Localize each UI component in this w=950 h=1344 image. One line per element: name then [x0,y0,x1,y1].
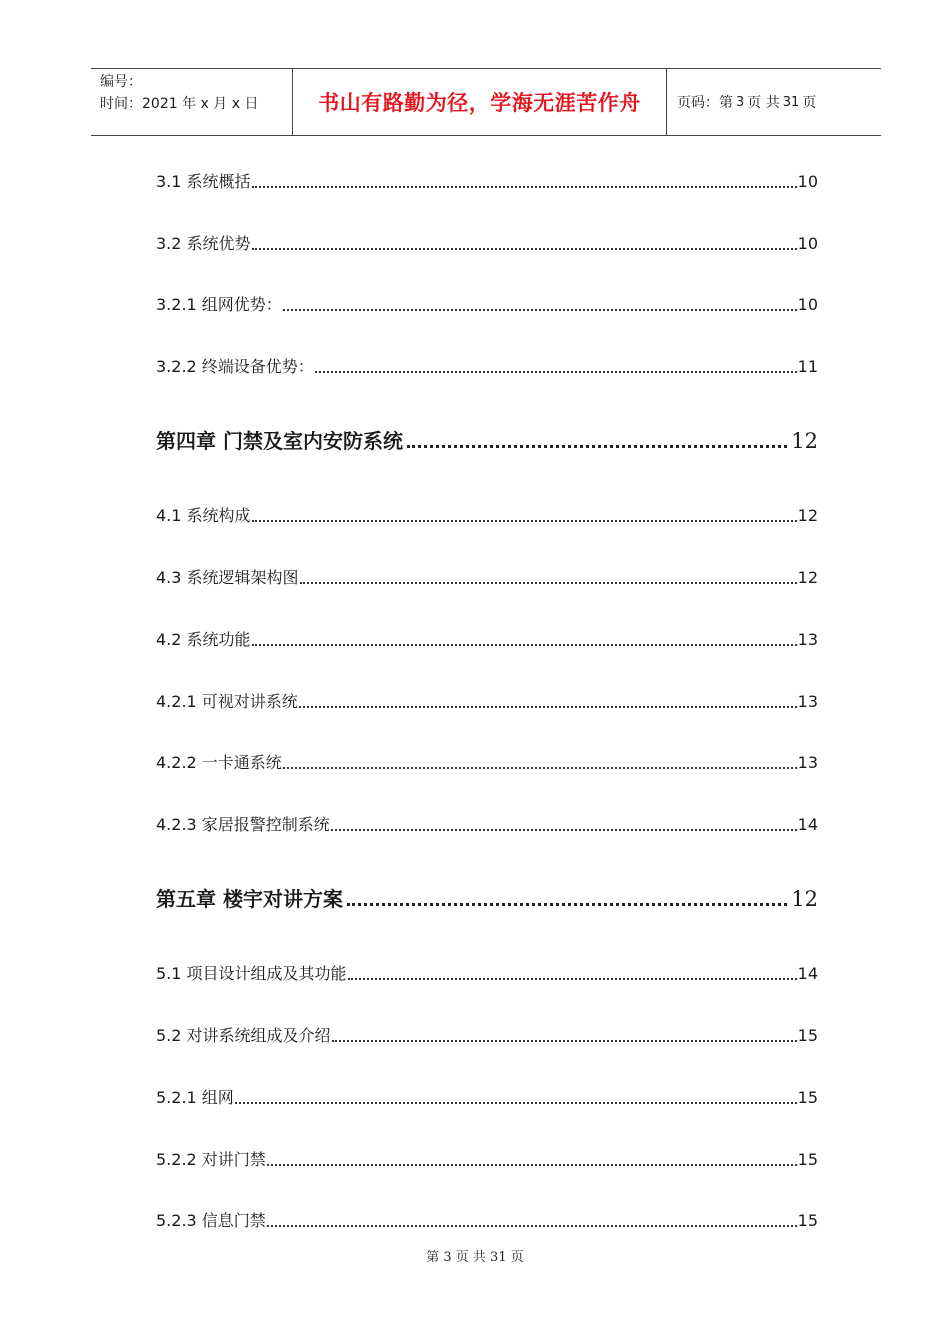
toc-dot-leader [252,643,797,646]
toc-dot-leader [283,308,797,311]
header-page-info [667,69,881,135]
toc-dot-leader [299,705,797,708]
toc-dot-leader [315,370,797,373]
toc-entry[interactable] [156,960,818,986]
toc-entry[interactable] [156,1146,818,1172]
toc-entry-page-number: 15 [797,1026,818,1045]
toc-entry-page-number: 10 [797,295,818,314]
toc-entry-page-number: 14 [797,964,818,983]
toc-entry-label: 5.2.2 对讲门禁 [156,1150,266,1169]
page-prefix: 页码：第 [677,95,733,111]
toc-entry-label: 5.1 项目设计组成及其功能 [156,964,347,983]
toc-entry-label: 4.1 系统构成 [156,506,251,525]
toc-entry[interactable] [156,564,818,590]
toc-entry-page-number: 15 [797,1088,818,1107]
toc-entry[interactable] [156,353,818,379]
toc-entry-page-number: 10 [797,234,818,253]
toc-entry-label: 3.2.1 组网优势： [156,295,282,314]
toc-dot-leader [300,581,797,584]
toc-dot-leader [235,1101,797,1104]
toc-dot-leader [267,1224,797,1227]
toc-dot-leader [252,519,797,522]
header-motto-cell [293,69,667,135]
toc-entry-page-number: 12 [797,506,818,525]
toc-dot-leader [332,1039,797,1042]
toc-entry-page-number: 13 [797,692,818,711]
toc-entry-label: 3.2.2 终端设备优势： [156,357,314,376]
document-number-label: 编号： [100,74,142,90]
toc-entry-label: 5.2 对讲系统组成及介绍 [156,1026,331,1045]
toc-entry[interactable] [156,502,818,528]
toc-entry[interactable] [156,749,818,775]
toc-entry[interactable] [156,291,818,317]
toc-entry-label: 第五章 楼宇对讲方案 [156,887,343,911]
toc-entry[interactable] [156,230,818,256]
toc-entry-page-number: 15 [797,1150,818,1169]
toc-entry[interactable] [156,1084,818,1110]
page-footer: 第 3 页 共 31 页 [426,1250,524,1265]
toc-entry-page-number: 11 [797,357,818,376]
toc-dot-leader [267,1163,797,1166]
toc-entry[interactable] [156,1022,818,1048]
toc-entry-label: 5.2.1 组网 [156,1088,234,1107]
toc-dot-leader [347,902,787,906]
toc-chapter-entry[interactable] [156,424,818,456]
toc-entry-label: 4.2.1 可视对讲系统 [156,692,298,711]
toc-entry-page-number: 12 [797,568,818,587]
toc-entry-label: 3.1 系统概括 [156,172,251,191]
toc-entry-page-number: 12 [791,429,818,453]
toc-entry-label: 4.2.3 家居报警控制系统 [156,815,330,834]
toc-entry-label: 第四章 门禁及室内安防系统 [156,429,403,453]
toc-dot-leader [283,766,797,769]
toc-entry[interactable] [156,1207,818,1233]
page-current: 3 [736,94,745,110]
document-time: 时间：2021 年 x 月 x 日 [100,96,259,112]
toc-entry-label: 4.2 系统功能 [156,630,251,649]
toc-dot-leader [252,185,797,188]
toc-entry-page-number: 13 [797,753,818,772]
page-suffix: 页 [802,95,817,111]
page-header [91,68,881,136]
header-meta [91,69,293,135]
page-middle: 页 共 [747,95,780,111]
toc-entry[interactable] [156,811,818,837]
toc-entry-label: 4.3 系统逻辑架构图 [156,568,299,587]
toc-dot-leader [407,444,787,448]
toc-entry-page-number: 10 [797,172,818,191]
toc-entry-page-number: 15 [797,1211,818,1230]
header-motto: 书山有路勤为径，学海无涯苦作舟 [318,91,641,115]
toc-dot-leader [331,828,797,831]
toc-entry-page-number: 12 [791,887,818,911]
toc-entry[interactable] [156,168,818,194]
toc-entry[interactable] [156,688,818,714]
toc-dot-leader [252,247,797,250]
toc-entry-page-number: 14 [797,815,818,834]
toc-dot-leader [348,977,797,980]
toc-entry-label: 4.2.2 一卡通系统 [156,753,282,772]
toc-entry-label: 3.2 系统优势 [156,234,251,253]
toc-entry-label: 5.2.3 信息门禁 [156,1211,266,1230]
toc-chapter-entry[interactable] [156,882,818,914]
toc-entry-page-number: 13 [797,630,818,649]
page-total: 31 [782,94,800,110]
toc-entry[interactable] [156,626,818,652]
